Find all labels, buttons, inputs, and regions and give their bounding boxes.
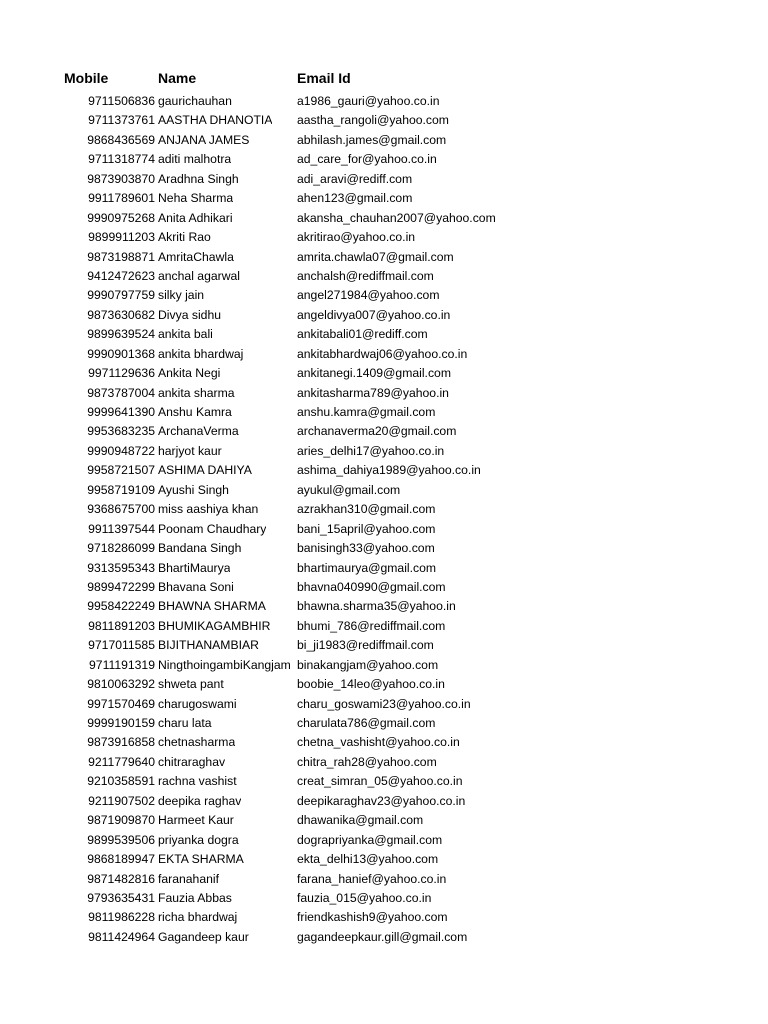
mobile-cell: 9958719109 [87, 482, 155, 497]
email-cell: ahen123@gmail.com [297, 191, 413, 206]
name-cell: Harmeet Kaur [158, 813, 234, 828]
name-cell: ankita sharma [158, 385, 235, 400]
name-cell: AmritaChawla [158, 249, 234, 264]
mobile-column-header: Mobile [64, 70, 109, 86]
email-cell: akansha_chauhan2007@yahoo.com [297, 210, 496, 225]
table-row [0, 656, 768, 675]
mobile-cell: 9990975268 [87, 210, 155, 225]
name-cell: charugoswami [158, 696, 237, 711]
email-cell: ayukul@gmail.com [297, 482, 401, 497]
table-row [0, 733, 768, 752]
table-row [0, 811, 768, 830]
email-cell: ashima_dahiya1989@yahoo.co.in [297, 463, 481, 478]
mobile-cell: 9873916858 [87, 735, 155, 750]
mobile-cell: 9990797759 [87, 288, 155, 303]
table-row [0, 422, 768, 441]
mobile-cell: 9718286099 [87, 541, 155, 556]
email-cell: a1986_gauri@yahoo.co.in [297, 94, 440, 108]
table-row [0, 92, 768, 111]
table-row [0, 870, 768, 889]
mobile-cell: 9873198871 [87, 249, 155, 264]
name-cell: shweta pant [158, 677, 224, 692]
table-row [0, 520, 768, 539]
name-cell: deepika raghav [158, 793, 242, 808]
email-cell: chitra_rah28@yahoo.com [297, 754, 437, 769]
email-cell: charu_goswami23@yahoo.co.in [297, 696, 471, 711]
table-row [0, 928, 768, 947]
name-cell: faranahanif [158, 871, 219, 886]
mobile-cell: 9811986228 [88, 910, 155, 925]
table-row [0, 345, 768, 364]
email-cell: anchalsh@rediffmail.com [297, 268, 434, 283]
table-row [0, 403, 768, 422]
email-cell: aastha_rangoli@yahoo.com [297, 113, 449, 128]
name-cell: aditi malhotra [158, 152, 232, 167]
email-cell: angel271984@yahoo.com [297, 288, 440, 303]
email-column-header: Email Id [297, 70, 351, 86]
table-row [0, 831, 768, 850]
table-row [0, 325, 768, 344]
table-row [0, 695, 768, 714]
email-cell: friendkashish9@yahoo.com [297, 910, 448, 925]
table-row [0, 267, 768, 286]
table-row [0, 753, 768, 772]
table-row [0, 248, 768, 267]
mobile-cell: 9971570469 [87, 696, 155, 711]
email-cell: angeldivya007@yahoo.co.in [297, 307, 451, 322]
name-cell: Bhavana Soni [158, 579, 234, 594]
email-cell: bhartimaurya@gmail.com [297, 560, 437, 575]
name-cell: ankita bhardwaj [158, 346, 244, 361]
table-row [0, 636, 768, 655]
mobile-cell: 9717011585 [88, 638, 155, 653]
name-cell: ArchanaVerma [158, 424, 239, 439]
email-cell: adi_aravi@rediff.com [297, 171, 413, 186]
table-row [0, 481, 768, 500]
email-cell: dograpriyanka@gmail.com [297, 832, 443, 847]
mobile-cell: 9210358591 [87, 774, 155, 789]
contact-list [0, 92, 768, 947]
email-cell: farana_hanief@yahoo.co.in [297, 871, 447, 886]
mobile-cell: 9868189947 [87, 852, 155, 867]
name-cell: NingthoingambiKangjam [158, 657, 291, 672]
name-cell: Aradhna Singh [158, 171, 239, 186]
table-row [0, 539, 768, 558]
email-cell: dhawanika@gmail.com [297, 813, 424, 828]
email-cell: ad_care_for@yahoo.co.in [297, 152, 437, 167]
table-row [0, 228, 768, 247]
mobile-cell: 9810063292 [87, 677, 155, 692]
name-cell: BIJITHANAMBIAR [158, 638, 259, 653]
mobile-cell: 9899472299 [87, 579, 155, 594]
table-row [0, 461, 768, 480]
table-row [0, 286, 768, 305]
email-cell: anshu.kamra@gmail.com [297, 405, 436, 419]
name-cell: BhartiMaurya [158, 560, 231, 575]
table-row [0, 189, 768, 208]
mobile-cell: 9958721507 [87, 463, 155, 478]
table-row [0, 578, 768, 597]
email-cell: azrakhan310@gmail.com [297, 502, 436, 517]
mobile-cell: 9711318774 [88, 152, 155, 167]
mobile-cell: 9953683235 [87, 424, 155, 439]
table-row [0, 500, 768, 519]
table-row [0, 850, 768, 869]
table-row [0, 384, 768, 403]
name-cell: richa bhardwaj [158, 910, 238, 925]
email-cell: deepikaraghav23@yahoo.co.in [297, 793, 466, 808]
mobile-cell: 9313595343 [87, 560, 155, 575]
name-cell: silky jain [158, 288, 205, 303]
mobile-cell: 9211779640 [88, 754, 155, 769]
table-row [0, 792, 768, 811]
name-cell: priyanka dogra [158, 832, 239, 847]
table-row [0, 597, 768, 616]
email-cell: ankitasharma789@yahoo.in [297, 385, 449, 400]
email-cell: ankitabali01@rediff.com [297, 327, 428, 342]
mobile-cell: 9368675700 [87, 502, 155, 517]
name-cell: Poonam Chaudhary [158, 521, 267, 536]
name-cell: Anshu Kamra [158, 405, 232, 419]
mobile-cell: 9412472623 [87, 268, 155, 283]
table-row [0, 364, 768, 383]
table-row [0, 442, 768, 461]
name-cell: Neha Sharma [158, 191, 234, 206]
table-row [0, 559, 768, 578]
name-cell: charu lata [158, 716, 212, 730]
mobile-cell: 9958422249 [87, 599, 155, 614]
name-cell: Gagandeep kaur [158, 929, 249, 944]
name-cell: rachna vashist [158, 774, 237, 789]
email-cell: bani_15april@yahoo.com [297, 521, 436, 536]
name-cell: BHUMIKAGAMBHIR [158, 618, 271, 633]
table-row [0, 617, 768, 636]
table-row [0, 170, 768, 189]
mobile-cell: 9873787004 [87, 385, 155, 400]
email-cell: ankitanegi.1409@gmail.com [297, 366, 451, 381]
mobile-cell: 9911789601 [88, 191, 155, 206]
table-row [0, 889, 768, 908]
mobile-cell: 9999641390 [87, 405, 155, 419]
email-cell: bhavna040990@gmail.com [297, 579, 446, 594]
mobile-cell: 9871482816 [87, 871, 155, 886]
name-cell: Bandana Singh [158, 541, 242, 556]
name-cell: EKTA SHARMA [158, 852, 244, 867]
email-cell: ankitabhardwaj06@yahoo.co.in [297, 346, 468, 361]
mobile-cell: 9711191319 [89, 657, 155, 672]
email-cell: amrita.chawla07@gmail.com [297, 249, 454, 264]
table-row [0, 209, 768, 228]
mobile-cell: 9871909870 [87, 813, 155, 828]
mobile-cell: 9911397544 [88, 521, 155, 536]
email-cell: bhumi_786@rediffmail.com [297, 618, 446, 633]
mobile-cell: 9711373761 [88, 113, 155, 128]
name-cell: miss aashiya khan [158, 502, 259, 517]
table-row [0, 714, 768, 733]
email-cell: charulata786@gmail.com [297, 716, 436, 730]
table-row [0, 675, 768, 694]
email-cell: archanaverma20@gmail.com [297, 424, 457, 439]
mobile-cell: 9899639524 [87, 327, 155, 342]
name-cell: gaurichauhan [158, 94, 232, 108]
email-cell: banisingh33@yahoo.com [297, 541, 435, 556]
email-cell: creat_simran_05@yahoo.co.in [297, 774, 463, 789]
mobile-cell: 9990948722 [87, 443, 155, 458]
mobile-cell: 9873903870 [87, 171, 155, 186]
email-cell: fauzia_015@yahoo.co.in [297, 890, 432, 905]
name-cell: ANJANA JAMES [158, 132, 250, 147]
mobile-cell: 9999190159 [87, 716, 155, 730]
table-row [0, 908, 768, 927]
email-cell: gagandeepkaur.gill@gmail.com [297, 929, 468, 944]
table-row [0, 131, 768, 150]
table-row [0, 111, 768, 130]
email-cell: bi_ji1983@rediffmail.com [297, 638, 434, 653]
table-row [0, 772, 768, 791]
name-cell: harjyot kaur [158, 443, 222, 458]
name-cell: chetnasharma [158, 735, 236, 750]
name-cell: Akriti Rao [158, 230, 211, 245]
mobile-cell: 9811424964 [88, 929, 155, 944]
table-row [0, 306, 768, 325]
column-header-row [0, 70, 768, 90]
email-cell: ekta_delhi13@yahoo.com [297, 852, 439, 867]
name-cell: Divya sidhu [158, 307, 221, 322]
name-cell: ASHIMA DAHIYA [158, 463, 252, 478]
email-cell: binakangjam@yahoo.com [297, 657, 439, 672]
email-cell: akritirao@yahoo.co.in [297, 230, 416, 245]
name-column-header: Name [158, 70, 197, 86]
name-cell: BHAWNA SHARMA [158, 599, 266, 614]
name-cell: Fauzia Abbas [158, 890, 232, 905]
name-cell: Ankita Negi [158, 366, 221, 381]
name-cell: Ayushi Singh [158, 482, 229, 497]
table-row [0, 150, 768, 169]
name-cell: Anita Adhikari [158, 210, 233, 225]
mobile-cell: 9899911203 [88, 230, 155, 245]
mobile-cell: 9899539506 [87, 832, 155, 847]
email-cell: bhawna.sharma35@yahoo.in [297, 599, 456, 614]
mobile-cell: 9990901368 [87, 346, 155, 361]
mobile-cell: 9868436569 [87, 132, 155, 147]
email-cell: aries_delhi17@yahoo.co.in [297, 443, 445, 458]
email-cell: abhilash.james@gmail.com [297, 132, 447, 147]
email-cell: chetna_vashisht@yahoo.co.in [297, 735, 460, 750]
mobile-cell: 9711506836 [88, 94, 155, 108]
mobile-cell: 9971129636 [88, 366, 155, 381]
mobile-cell: 9211907502 [88, 793, 155, 808]
name-cell: ankita bali [158, 327, 213, 342]
mobile-cell: 9811891203 [88, 618, 155, 633]
mobile-cell: 9793635431 [87, 890, 155, 905]
name-cell: anchal agarwal [158, 268, 240, 283]
mobile-cell: 9873630682 [87, 307, 155, 322]
email-cell: boobie_14leo@yahoo.co.in [297, 677, 445, 692]
name-cell: chitraraghav [158, 754, 226, 769]
name-cell: AASTHA DHANOTIA [158, 113, 273, 128]
